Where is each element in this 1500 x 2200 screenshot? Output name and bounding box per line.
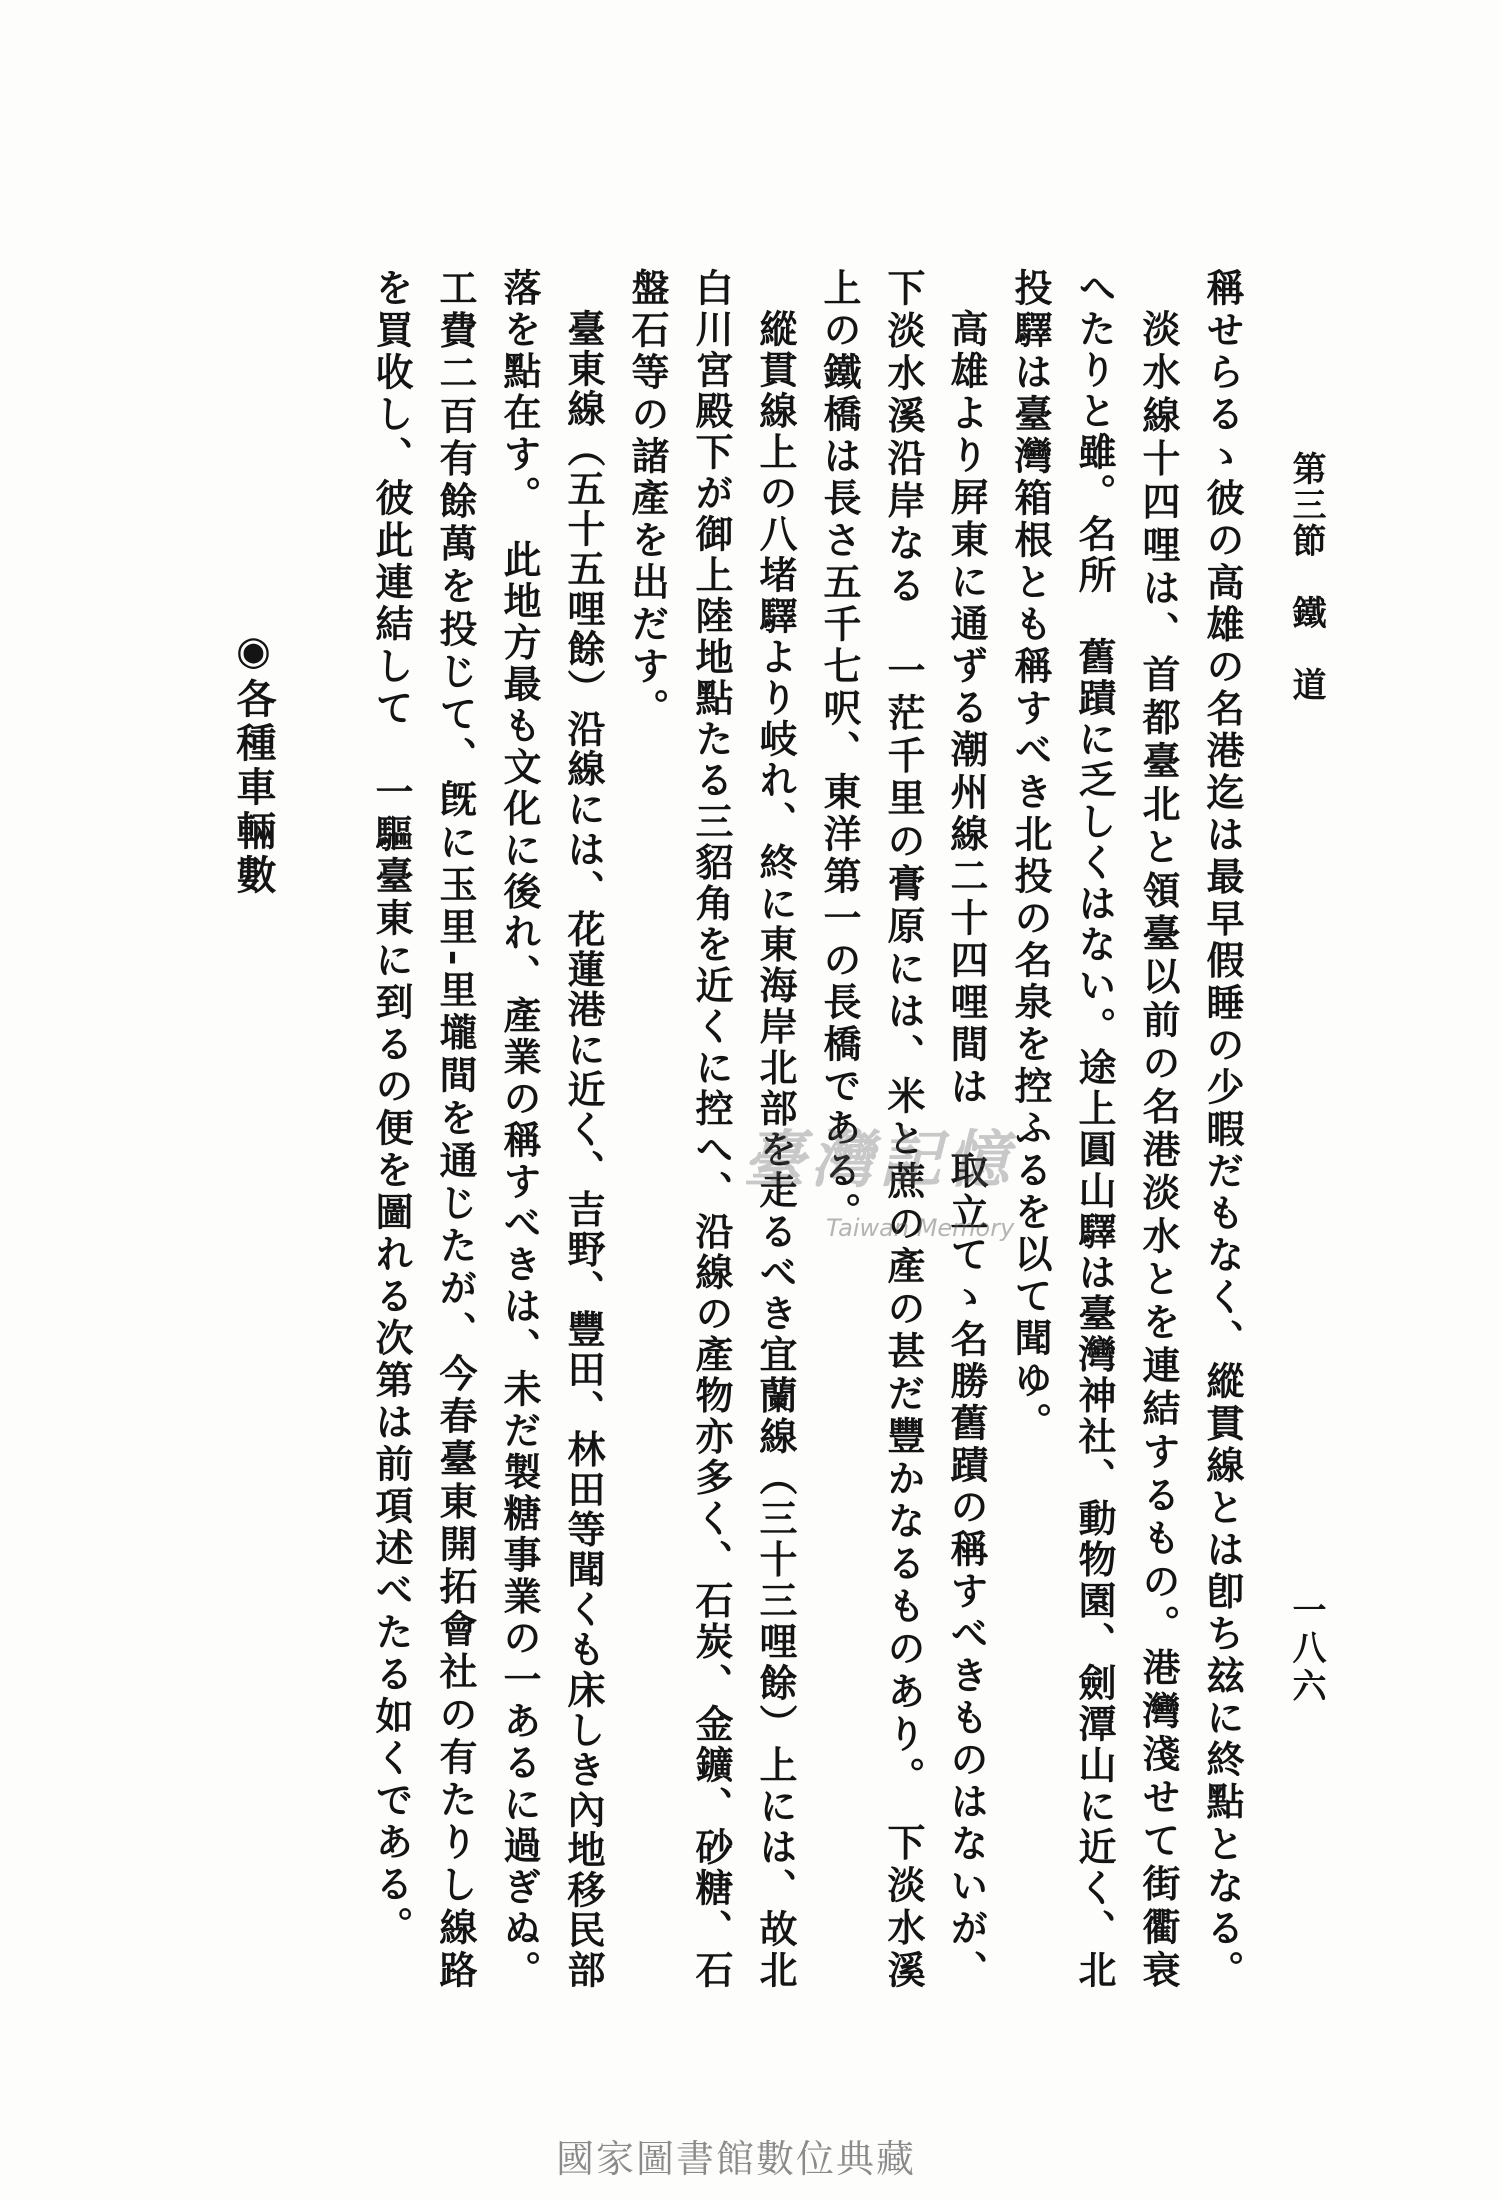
text-column-12: 落を點在す。 此地方最も文化に後れ、產業の稱すべきは、未だ製糖事業の一あるに過ぎぬ。 (497, 268, 542, 1990)
text-column-2: 淡水線十四哩は、首都臺北と領臺以前の名港淡水とを連結するもの。港灣淺せて街衢衰 (1136, 309, 1181, 1990)
text-column-11: 臺東線（五十五哩餘）沿線には、花蓮港に近く、吉野、豐田、林田等聞くも床しき內地移民部 (561, 309, 606, 1991)
taiwan-memory-watermark-logo: 臺灣記憶 (743, 1123, 1016, 1196)
text-column-1: 稱せらるゝ彼の高雄の名港迄は最早假睡の少暇だもなく、縱貫線とは卽ち玆に終點となる。 (1200, 268, 1245, 1991)
running-head: 第三節 鐵 道 (1286, 451, 1326, 703)
text-column-7: 上の鐵橋は長さ五千七呎、東洋第一の長橋である。 (817, 268, 862, 1234)
section-heading: ◉各種車輛數 (230, 627, 277, 898)
text-column-13: 工費二百有餘萬を投じて、旣に玉里‐里壠間を通じたが、今春臺東開拓會社の有たりし線路 (433, 268, 478, 1990)
library-footer-watermark: 國家圖書館數位典藏 (555, 2137, 916, 2181)
text-column-8: 縱貫線上の八堵驛より岐れ、終に東海岸北部を走るべき宜蘭線（三十三哩餘）上には、故北 (753, 309, 798, 1991)
page-number: 一八六 (1286, 1592, 1326, 1706)
text-column-10: 盤石等の諸產を出だす。 (625, 268, 670, 730)
text-column-6: 下淡水溪沿岸なる 一茫千里の膏原には、米と蔗の產の甚だ豐かなるものあり。 下淡水溪 (881, 268, 926, 1991)
text-column-4: 投驛は臺灣箱根とも稱すべき北投の名泉を控ふるを以て聞ゆ。 (1008, 268, 1053, 1444)
text-column-5: 高雄より屛東に通ずる潮州線二十四哩間は 取立てゝ名勝舊蹟の稱すべきものはないが、 (944, 309, 989, 1990)
text-column-14: を買收し、彼此連結して 一驅臺東に到るの便を圖れる次第は前項述べたる如くである。 (369, 268, 414, 1948)
text-column-3: へたりと雖。名所 舊蹟に乏しくはない。途上圓山驛は臺灣神社、動物園、劍潭山に近く、北 (1072, 268, 1117, 1991)
text-column-9: 白川宮殿下が御上陸地點たる三貂角を近くに控へ、沿線の產物亦多く、石炭、金鑛、砂糖、石 (689, 268, 734, 1990)
taiwan-memory-watermark-subtitle: Taiwan Memory (826, 1214, 1015, 1242)
